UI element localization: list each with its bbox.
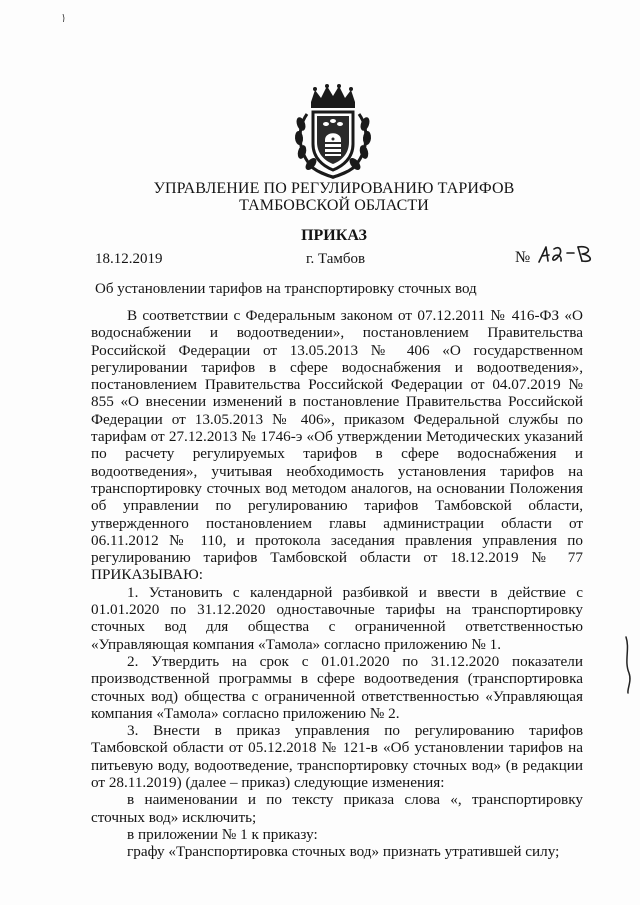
handwritten-document-number [536,243,598,265]
document-body [91,307,583,861]
preamble-paragraph: В соответствии с Федеральным законом от 07.12.2011 № 416-ФЗ «О водоснабжении и водоотведении», постановлением Правительства Российской Федерации от 13.05.2013 № 406 «О государственном регулировании тарифов в сфере водоснабжения и водоотведения», постановлением Правительства Российской Федерации от 04.07.2019 № 855 «О внесении изменений в постановление Правительства Российской Федерации от 13.05.2013 № 406», приказом Федеральной службы по тарифам от 27.12.2013 № 1746-э «Об утверждении Методических указаний по расчету регулируемых тарифов в сфере водоснабжения и водоотведения», учитывая необходимость установления тарифов на транспортировку сточных вод методом аналогов, на основании Положения об управлении по регулированию тарифов Тамбовской области, утвержденного постановлением главы администрации области от 06.11.2012 № 110, и протокола заседания правления управления по регулированию тарифов Тамбовской области от 18.12.2019 № 77 ПРИКАЗЫВАЮ: [91,307,583,584]
clause-3-item-paragraph: графу «Транспортировка сточных вод» признать утратившей силу; [127,843,560,861]
clause-3-item-paragraph: в наименовании и по тексту приказа слова «, транспортировку сточных вод» исключить; [91,791,583,826]
document-subject: Об установлении тарифов на транспортировку сточных вод [95,281,477,297]
document-city: г. Тамбов [306,251,366,267]
document-type-title: ПРИКАЗ [301,227,367,244]
clause-1-paragraph: 1. Установить с календарной разбивкой и ввести в действие с 01.01.2020 по 31.12.2020 одноставочные тарифы на транспортировку сточных вод для общества с ограниченной ответственностью «Управляющая компания «Тамола» согласно приложению № 1. [91,583,583,653]
document-date: 18.12.2019 [95,251,163,267]
clause-2-paragraph: 2. Утвердить на срок с 01.01.2020 по 31.12.2020 показатели производственной программы в сфере водоотведения (транспортировка сточных вод) общества с ограниченной ответственностью «Управляющая компания «Тамола» согласно приложению № 2. [91,652,583,722]
clause-3-item-paragraph: в приложении № 1 к приказу: [127,825,318,843]
organization-name-line1: УПРАВЛЕНИЕ ПО РЕГУЛИРОВАНИЮ ТАРИФОВ [153,180,515,197]
organization-name-line2: ТАМБОВСКОЙ ОБЛАСТИ [239,197,429,214]
scan-speck [62,14,65,22]
coat-of-arms-emblem [291,84,375,180]
margin-pen-mark [622,635,634,695]
clause-3-paragraph: 3. Внести в приказ управления по регулированию тарифов Тамбовской области от 05.12.2018 № 121-в «Об установлении тарифов на питьевую воду, водоотведение, транспортировку сточных вод» (в редакции от 28.11.2019) (далее – приказ) следующие изменения: [91,722,583,792]
document-number-label: № [515,249,531,266]
